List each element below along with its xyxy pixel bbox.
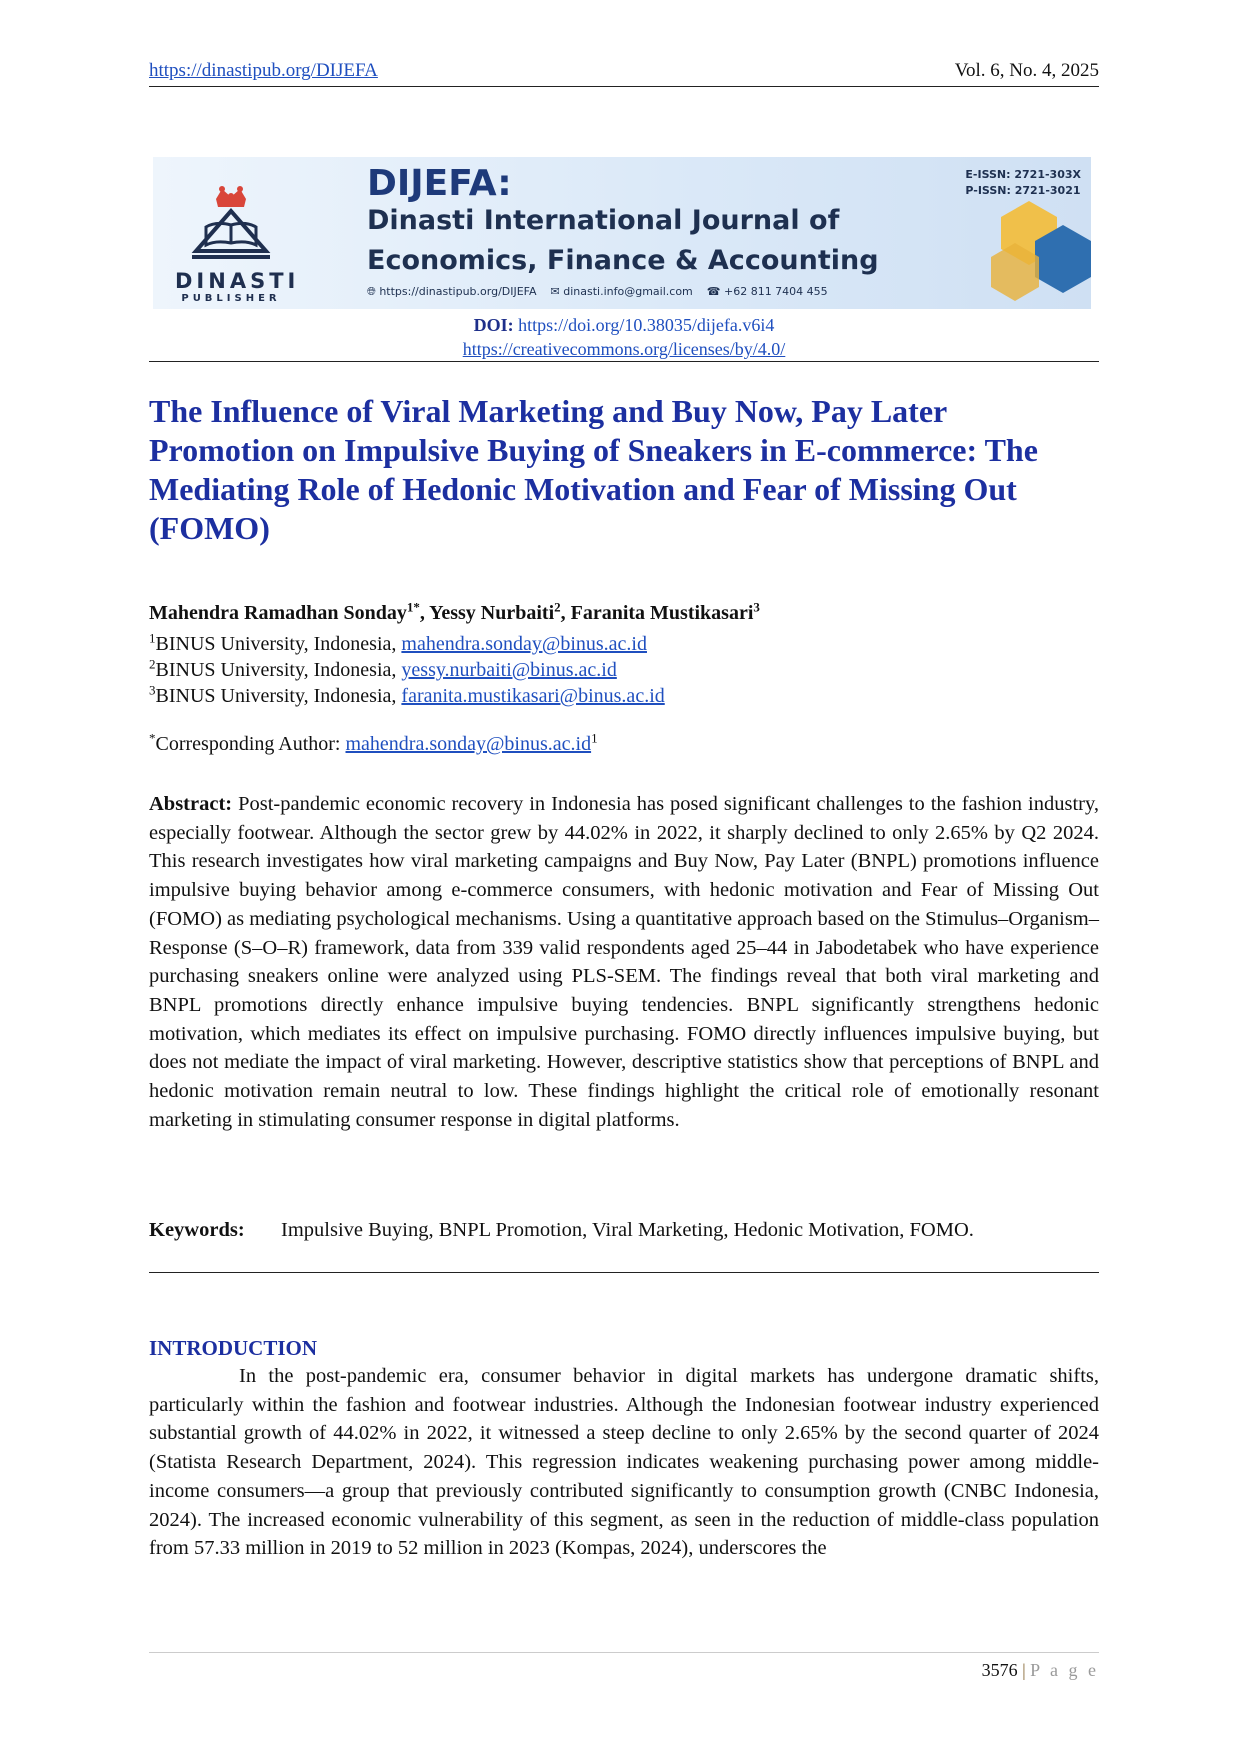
page-number: 3576 [981, 1660, 1018, 1680]
publisher-name: DINASTI [175, 269, 300, 293]
affiliation-item [149, 683, 665, 709]
globe-icon: 🌐︎ [367, 285, 376, 298]
volume-issue: Vol. 6, No. 4, 2025 [954, 60, 1099, 81]
corresponding-email-link[interactable]: mahendra.sonday@binus.ac.id [345, 733, 592, 755]
affiliation-text: BINUS University, Indonesia, [155, 659, 402, 681]
page-label: P a g e [1030, 1660, 1099, 1680]
publisher-sub: PUBLISHER [181, 293, 281, 304]
phone-icon: ☎ [706, 285, 721, 298]
journal-url-link[interactable]: https://dinastipub.org/DIJEFA [149, 60, 378, 81]
affiliation-text: BINUS University, Indonesia, [155, 685, 402, 707]
license-link[interactable]: https://creativecommons.org/licenses/by/4.0/ [462, 339, 786, 359]
affiliation-number: 3 [149, 682, 156, 698]
abstract-text: Post-pandemic economic recovery in Indonesia has posed significant challenges to the fashion industry, especially footwear. Although the sector grew by 44.02% in 2022, it sharply declined to only 2.65% by Q2 2024. This research investigates how viral marketing campaigns and Buy Now, Pay Later (BNPL) promotions influence impulsive buying behavior among e-commerce consumers, with hedonic motivation and Fear of Missing Out (FOMO) as mediating psychological mechanisms. Using a quantitative approach based on the Stimulus–Organism–Response (S–O–R) framework, data from 339 valid respondents aged 25–44 in Jabodetabek who have experience purchasing sneakers online were analyzed using PLS-SEM. The findings reveal that both viral marketing and BNPL promotions directly enhance impulsive buying tendencies. BNPL significantly strengthens hedonic motivation, which mediates its effect on impulsive purchasing. FOMO directly influences impulsive buying, but does not mediate the impact of viral marketing. However, descriptive statistics show that perceptions of BNPL and hedonic motivation remain neutral to low. These findings highlight the critical role of emotionally resonant marketing in stimulating consumer response in digital platforms. [149, 793, 1100, 1131]
corresponding-sup: 1 [591, 730, 598, 746]
journal-name-line2: Economics, Finance & Accounting [367, 245, 879, 276]
introduction-text: In the post-pandemic era, consumer behavior in digital markets has undergone dramatic shifts, particularly within the fashion and footwear industries. Although the Indonesian footwear industry experienced substantial growth of 44.02% in 2022, it witnessed a steep decline to only 2.65% by the second quarter of 2024 (Statista Research Department, 2024). This regression indicates weakening purchasing power among middle-income consumers—a group that previously contributed significantly to consumption growth (CNBC Indonesia, 2024). The increased economic vulnerability of this segment, as seen in the reduction of middle-class population from 57.33 million in 2019 to 52 million in 2023 (Kompas, 2024), underscores the [149, 1365, 1099, 1560]
page-footer [982, 1660, 1099, 1681]
journal-name-line1: Dinasti International Journal of [367, 205, 840, 236]
journal-contacts [367, 285, 828, 299]
affiliation-email-link[interactable]: faranita.mustikasari@binus.ac.id [401, 685, 665, 707]
issn-block [965, 167, 1081, 199]
footer-separator: | [1022, 1660, 1026, 1680]
doi-line [149, 313, 1099, 337]
author-sup: 3 [753, 599, 760, 615]
affiliation-number: 2 [149, 656, 156, 672]
corresponding-mark: * [149, 730, 156, 746]
email-text: dinasti.info@gmail.com [563, 285, 693, 298]
affiliation-list [149, 631, 665, 709]
affiliation-number: 1 [149, 630, 156, 646]
author-name: Yessy Nurbaiti [429, 602, 555, 624]
eissn: E-ISSN: 2721-303X [965, 168, 1081, 181]
email-contact [551, 285, 693, 299]
author-name: Mahendra Ramadhan Sonday [149, 602, 407, 624]
running-header [149, 60, 1099, 87]
affiliation-item [149, 657, 665, 683]
corresponding-label: Corresponding Author: [155, 733, 346, 755]
doi-label: DOI: [473, 315, 514, 335]
journal-banner [153, 157, 1091, 309]
pissn: P-ISSN: 2721-3021 [965, 184, 1081, 197]
keywords-label: Keywords: [149, 1219, 245, 1241]
author-separator: , [419, 602, 430, 624]
website-text: https://dinastipub.org/DIJEFA [379, 285, 537, 298]
keywords [149, 1216, 1099, 1273]
corresponding-author [149, 730, 598, 756]
affiliation-text: BINUS University, Indonesia, [155, 633, 402, 655]
author-sup: 2 [554, 599, 561, 615]
doi-block [149, 313, 1099, 362]
abstract [149, 790, 1099, 1134]
author-sup: 1* [406, 599, 420, 615]
introduction-heading: INTRODUCTION [149, 1336, 318, 1360]
affiliation-email-link[interactable]: mahendra.sonday@binus.ac.id [401, 633, 647, 655]
license-line [149, 337, 1099, 361]
journal-abbreviation: DIJEFA: [367, 163, 512, 204]
doi-link[interactable]: https://doi.org/10.38035/dijefa.v6i4 [518, 315, 775, 335]
affiliation-email-link[interactable]: yessy.nurbaiti@binus.ac.id [401, 659, 617, 681]
crown-book-icon [186, 185, 276, 263]
publisher-logo [175, 185, 300, 304]
author-name: Faranita Mustikasari [570, 602, 754, 624]
website-contact [367, 285, 537, 299]
paper-title: The Influence of Viral Marketing and Buy Now, Pay Later Promotion on Impulsive Buying of Sneakers in E-commerce: The Mediating Role of Hedonic Motivation and Fear of Missing Out (FOMO) [149, 393, 1038, 546]
mail-icon: ✉ [550, 285, 560, 298]
footer-divider [149, 1652, 1099, 1653]
author-separator: , [560, 602, 571, 624]
abstract-label: Abstract: [149, 793, 233, 815]
phone-text: +62 811 7404 455 [723, 285, 828, 298]
phone-contact [707, 285, 828, 299]
keywords-text: Impulsive Buying, BNPL Promotion, Viral Marketing, Hedonic Motivation, FOMO. [281, 1219, 974, 1241]
author-list [149, 599, 760, 625]
affiliation-item [149, 631, 665, 657]
hexagon-decoration-icon [971, 197, 1091, 309]
